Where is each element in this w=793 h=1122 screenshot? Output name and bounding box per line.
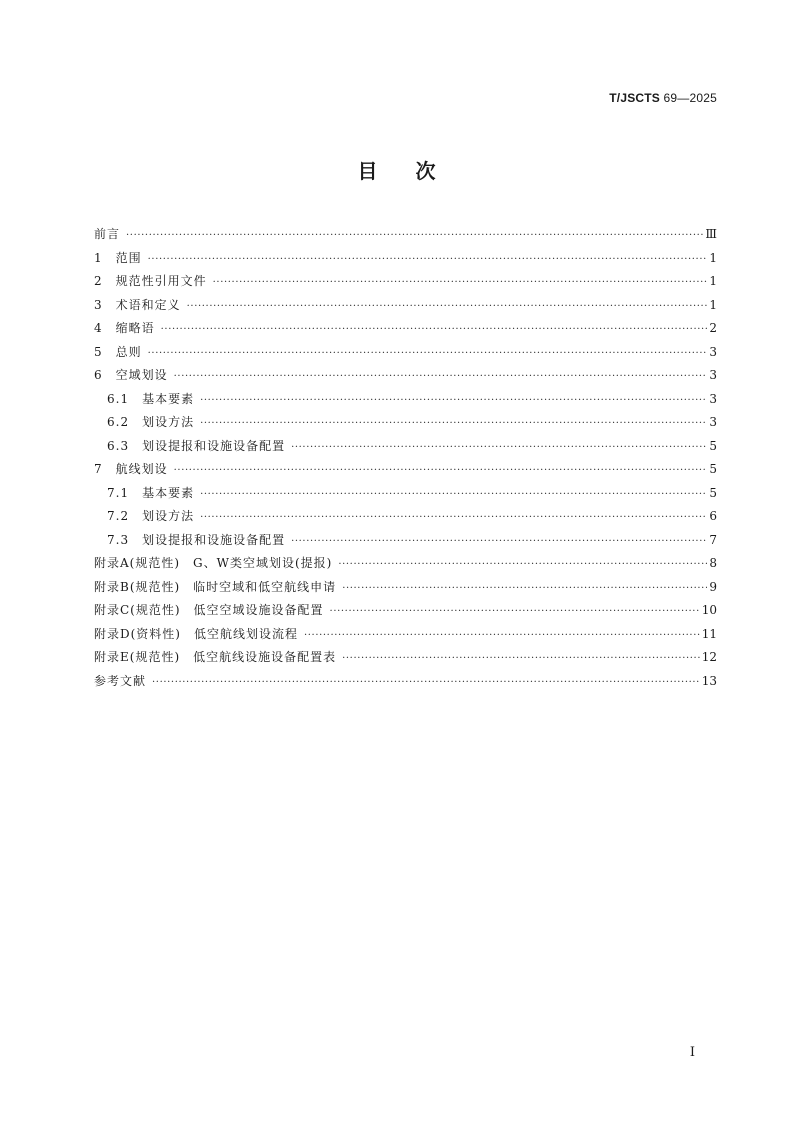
toc-entry-label: 6.3 划设提报和设施设备配置: [107, 438, 286, 453]
toc-entry-label: 附录B(规范性) 临时空域和低空航线申请: [94, 579, 337, 594]
toc-entry-page: 3: [709, 344, 717, 359]
toc-entry-page: 7: [709, 532, 717, 547]
toc-entry-page: 5: [709, 438, 717, 453]
toc-leader-dots: [342, 577, 707, 601]
toc-entry-label: 附录C(规范性) 低空空域设施设备配置: [94, 603, 324, 617]
toc-leader-dots: [200, 483, 707, 507]
table-of-contents: [94, 223, 717, 693]
toc-entry-page: 1: [709, 274, 717, 288]
toc-leader-dots: [304, 624, 700, 648]
toc-leader-dots: [200, 389, 707, 413]
toc-entry-label: 6.1 基本要素: [107, 391, 195, 406]
toc-leader-dots: [152, 671, 700, 695]
toc-leader-dots: [213, 271, 708, 295]
toc-entry-label: 1 范围: [94, 250, 142, 265]
toc-entry[interactable]: [94, 270, 717, 294]
toc-entry-page: 3: [709, 415, 717, 429]
toc-entry[interactable]: [94, 364, 717, 388]
toc-entry-label: 前言: [94, 227, 121, 241]
toc-entry[interactable]: [94, 599, 717, 623]
toc-entry-label: 参考文献: [94, 673, 147, 688]
toc-leader-dots: [291, 530, 707, 554]
toc-entry[interactable]: [94, 458, 717, 482]
toc-entry-page: 11: [701, 626, 717, 641]
toc-entry-page: 12: [701, 650, 717, 664]
toc-entry-label: 附录D(资料性) 低空航线划设流程: [94, 626, 298, 641]
toc-leader-dots: [342, 647, 700, 671]
toc-entry-page: 9: [709, 579, 717, 594]
toc-entry-page: 5: [709, 462, 717, 476]
toc-entry[interactable]: [94, 294, 717, 318]
toc-entry-label: 5 总则: [94, 344, 142, 359]
toc-entry-page: 10: [701, 603, 717, 617]
toc-entry-label: 7.3 划设提报和设施设备配置: [107, 532, 286, 547]
toc-entry-label: 附录E(规范性) 低空航线设施设备配置表: [94, 650, 337, 664]
toc-entry-label: 附录A(规范性) G、W类空域划设(提报): [94, 556, 333, 570]
toc-leader-dots: [126, 224, 703, 248]
toc-entry[interactable]: [94, 482, 717, 506]
toc-entry-label: 6.2 划设方法: [107, 415, 195, 429]
toc-leader-dots: [200, 506, 707, 530]
toc-entry-label: 2 规范性引用文件: [94, 274, 207, 288]
toc-entry[interactable]: [94, 435, 717, 459]
toc-entry-page: 1: [709, 250, 717, 265]
document-code-prefix: T/JSCTS: [609, 91, 660, 105]
toc-entry[interactable]: [94, 223, 717, 247]
toc-entry[interactable]: [94, 411, 717, 435]
toc-entry-label: 3 术语和定义: [94, 297, 181, 312]
toc-entry[interactable]: [94, 341, 717, 365]
toc-leader-dots: [148, 342, 708, 366]
toc-entry-label: 7.1 基本要素: [107, 485, 195, 500]
toc-entry-page: 5: [709, 485, 717, 500]
toc-entry[interactable]: [94, 623, 717, 647]
page-title: 目次: [357, 159, 474, 183]
toc-leader-dots: [338, 553, 707, 577]
toc-entry-label: 4 缩略语: [94, 321, 155, 335]
toc-entry[interactable]: [94, 576, 717, 600]
toc-entry[interactable]: [94, 552, 717, 576]
toc-entry-label: 6 空域划设: [94, 368, 168, 382]
toc-entry[interactable]: [94, 670, 717, 694]
page-number: I: [689, 1045, 695, 1060]
toc-entry-page: 13: [701, 673, 717, 688]
toc-leader-dots: [291, 436, 707, 460]
toc-leader-dots: [330, 600, 700, 624]
toc-entry[interactable]: [94, 529, 717, 553]
toc-leader-dots: [148, 248, 708, 272]
toc-leader-dots: [200, 412, 707, 436]
toc-entry-label: 7 航线划设: [94, 462, 168, 476]
toc-entry[interactable]: [94, 317, 717, 341]
toc-entry-label: 7.2 划设方法: [107, 509, 195, 523]
toc-entry-page: 3: [709, 391, 717, 406]
toc-leader-dots: [187, 295, 708, 319]
toc-entry[interactable]: [94, 388, 717, 412]
toc-entry-page: 8: [709, 556, 717, 570]
toc-entry[interactable]: [94, 247, 717, 271]
toc-leader-dots: [174, 365, 708, 389]
toc-entry-page: 1: [709, 297, 717, 312]
document-code-number: 69—2025: [663, 91, 717, 105]
toc-entry[interactable]: [94, 505, 717, 529]
toc-leader-dots: [174, 459, 708, 483]
document-code: [609, 91, 717, 105]
toc-entry-page: 3: [709, 368, 717, 382]
toc-entry-page: 6: [709, 509, 717, 523]
toc-entry-page: 2: [709, 321, 717, 335]
toc-entry[interactable]: [94, 646, 717, 670]
toc-leader-dots: [161, 318, 708, 342]
toc-entry-page: Ⅲ: [705, 227, 717, 241]
